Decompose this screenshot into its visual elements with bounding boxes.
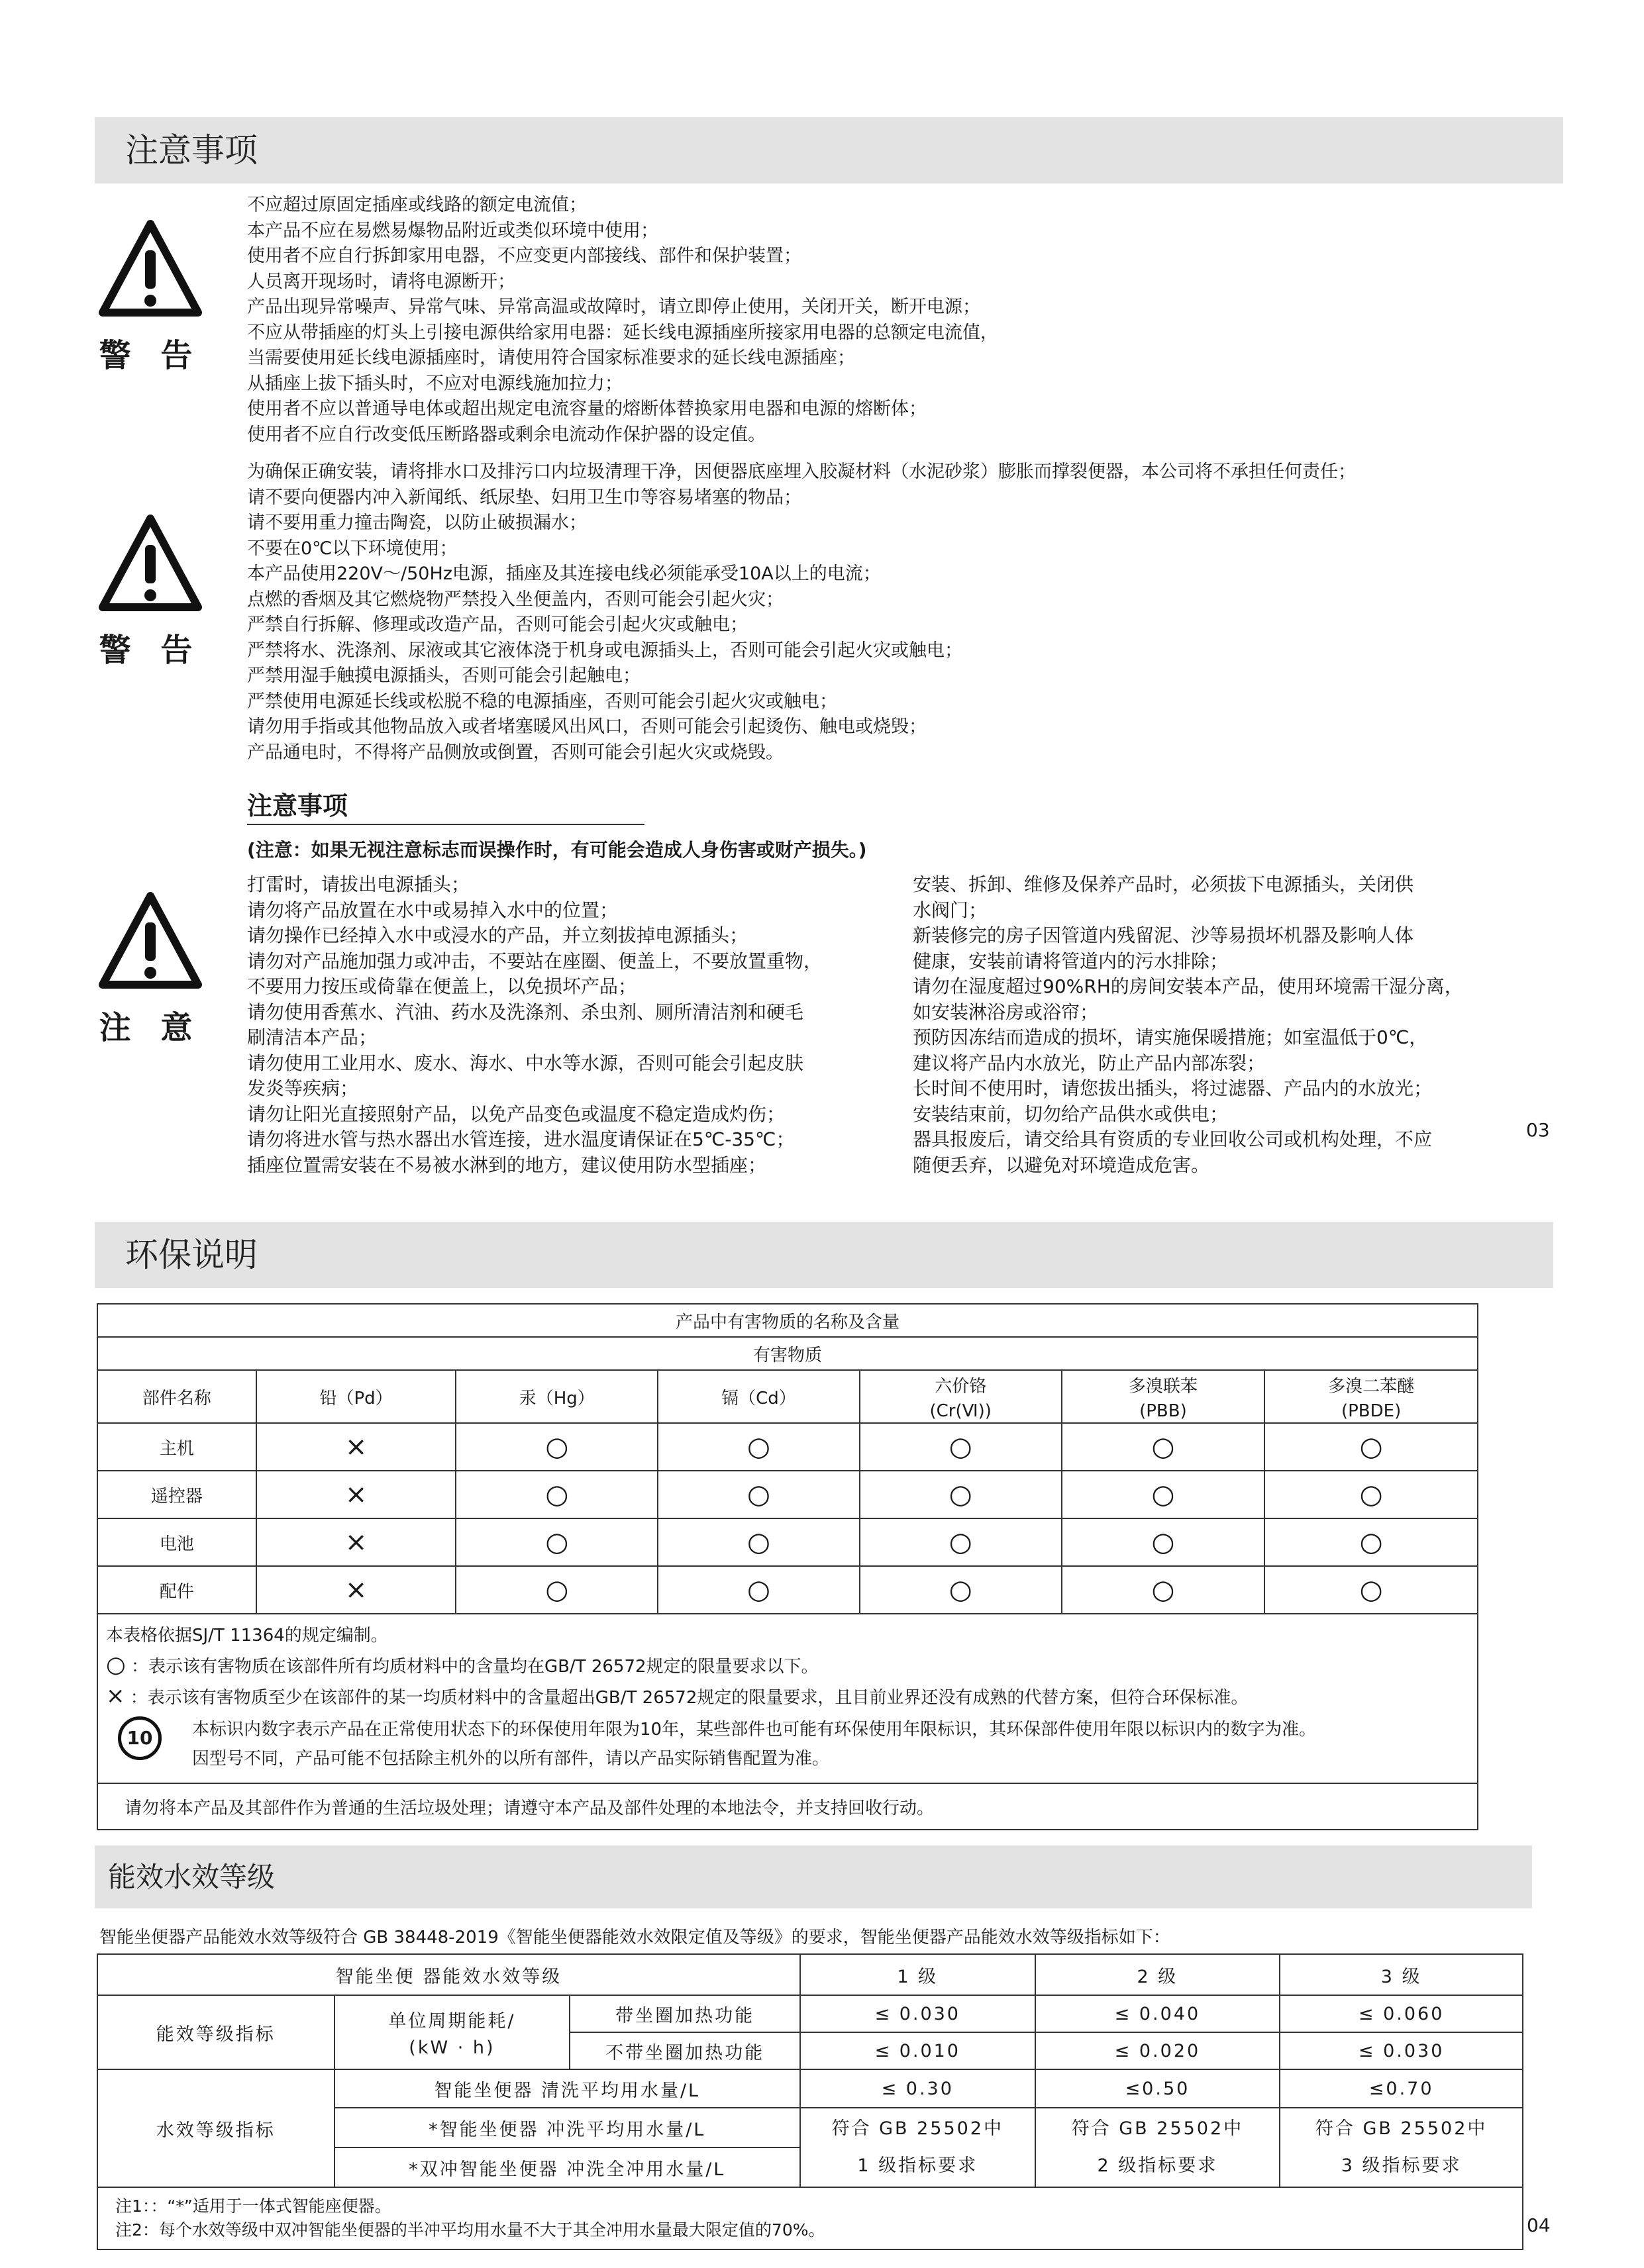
- caution-line: 建议将产品内水放光，防止产品内部冻裂；: [913, 1052, 1266, 1074]
- circle-mark: ○: [860, 1566, 1062, 1614]
- eco-period-badge-icon: [118, 1716, 162, 1760]
- caution-line: 健康，安装前请将管道内的污水排除；: [913, 950, 1229, 972]
- warning-triangle-icon: [97, 219, 203, 318]
- grade-1: 1 级: [800, 1954, 1035, 1995]
- substance-symbol: (PBB): [1139, 1401, 1187, 1421]
- warning-line: 请不要用重力撞击陶瓷，以防止破损漏水；: [247, 513, 587, 533]
- caution-line: 请勿使用香蕉水、汽油、药水及洗涤剂、杀虫剂、厕所清洁剂和硬毛: [247, 1001, 804, 1023]
- substance-name: 多溴联苯: [1128, 1376, 1198, 1397]
- caution-line: 安装、拆卸、维修及保养产品时，必须拔下电源插头，关闭供: [913, 873, 1414, 895]
- warning-line: 不要在0℃以下环境使用；: [247, 538, 458, 559]
- section-bar-efficiency: [95, 1846, 1532, 1908]
- circle-mark: ○: [860, 1423, 1062, 1471]
- caution-line: 刷清洁本产品；: [247, 1026, 378, 1048]
- efficiency-intro: 智能坐便器产品能效水效等级符合 GB 38448-2019《智能坐便器能效水效限定值及等级》的要求，智能坐便器产品能效水效等级指标如下：: [99, 1928, 1170, 1948]
- caution-line: 请勿将进水管与热水器出水管连接，进水温度请保证在5℃-35℃；: [247, 1128, 795, 1150]
- gb-grade-2-line2: 2 级指标要求: [1097, 2155, 1218, 2176]
- hazard-group-header: 有害物质: [97, 1337, 1478, 1370]
- note-circle: ：表示该有害物质在该部件所有均质材料中的含量均在GB/T 26572规定的限量要求以下。: [130, 1657, 819, 1677]
- substance-header: [1264, 1370, 1478, 1423]
- caution-line: 插座位置需安装在不易被水淋到的地方，建议使用防水型插座；: [247, 1154, 767, 1176]
- water-label: 水效等级指标: [97, 2069, 334, 2187]
- caution-line: 发炎等疾病；: [247, 1077, 359, 1099]
- circle-mark: ○: [658, 1423, 860, 1471]
- caution-line: 安装结束前，切勿给产品供水或供电；: [913, 1103, 1229, 1125]
- water-row1-grade-2: ≤0.50: [1035, 2069, 1280, 2108]
- warning-line: 严禁用湿手触摸电源插头，否则可能会引起触电；: [247, 666, 641, 686]
- water-row1-label: 智能坐便器 清洗平均用水量/L: [334, 2069, 800, 2108]
- substance-name: 多溴二苯醚: [1328, 1376, 1415, 1397]
- caution-line: 水阀门；: [913, 899, 988, 921]
- circle-mark: ○: [1264, 1423, 1478, 1471]
- warning-line: 不应超过原固定插座或线路的额定电流值；: [247, 195, 587, 215]
- caution-line: 请勿在湿度超过90%RH的房间安装本产品，使用环境需干湿分离，: [913, 975, 1463, 997]
- circle-mark: ○: [658, 1566, 860, 1614]
- caution-line: 请勿操作已经掉入水中或浸水的产品，并立刻拔掉电源插头；: [247, 924, 748, 946]
- warning-triangle-icon: [97, 513, 203, 613]
- caution-line: 器具报废后，请交给具有资质的专业回收公司或机构处理，不应: [913, 1128, 1433, 1150]
- caution-line: 打雷时，请拔出电源插头；: [247, 873, 470, 895]
- energy-unit-line1: 单位周期能耗/: [388, 2011, 516, 2032]
- warning-label-2: 警 告: [99, 632, 202, 669]
- grade-2: 2 级: [1035, 1954, 1280, 1995]
- hazard-table-title: 产品中有害物质的名称及含量: [97, 1304, 1478, 1337]
- circle-mark: ○: [658, 1471, 860, 1518]
- caution-label: 注 意: [99, 1009, 202, 1046]
- eco-badge-number: 10: [127, 1727, 153, 1749]
- table-row: [97, 1566, 1478, 1614]
- hazard-substance-table: [97, 1303, 1478, 1830]
- circle-mark: ○: [456, 1423, 658, 1471]
- circle-mark: ○: [1264, 1566, 1478, 1614]
- water-row3-label: *双冲智能坐便器 冲洗全冲用水量/L: [334, 2147, 800, 2187]
- warning-line: 不应从带插座的灯头上引接电源供给家用电器：延长线电源插座所接家用电器的总额定电流值，: [247, 322, 998, 343]
- caution-line: 随便丢弃，以避免对环境造成危害。: [913, 1154, 1210, 1176]
- page-number-04: 04: [1527, 2214, 1551, 2236]
- caution-subheading: (注意：如果无视注意标志而误操作时，有可能会造成人身伤害或财产损失。): [247, 839, 867, 861]
- circle-mark: ○: [1062, 1566, 1265, 1614]
- efficiency-table: [97, 1953, 1523, 2250]
- caution-text-left: [247, 872, 822, 1178]
- part-name: 配件: [97, 1566, 256, 1614]
- gb-grade-3-line1: 符合 GB 25502中: [1315, 2118, 1488, 2139]
- warning-label-1: 警 告: [99, 337, 202, 374]
- note-cross: ：表示该有害物质至少在该部件的某一均质材料中的含量超出GB/T 26572规定的限量要求，且目前业界还没有成熟的代替方案，但符合环保标准。: [130, 1688, 1249, 1708]
- with-heat-label: 带坐圈加热功能: [570, 1995, 800, 2032]
- caution-line: 请勿使用工业用水、废水、海水、中水等水源，否则可能会引起皮肤: [247, 1052, 804, 1074]
- cross-mark: ×: [256, 1471, 456, 1518]
- circle-mark: ○: [860, 1471, 1062, 1518]
- warning-line: 使用者不应自行改变低压断路器或剩余电流动作保护器的设定值。: [247, 424, 766, 445]
- section-title-efficiency: 能效水效等级: [108, 1861, 276, 1893]
- gb-grade-3: [1280, 2108, 1523, 2187]
- substance-header: [456, 1370, 658, 1423]
- warning-line: 从插座上拔下插头时，不应对电源线施加拉力；: [247, 373, 623, 394]
- cross-symbol: ×: [106, 1683, 125, 1709]
- note-eco-2: 因型号不同，产品可能不包括除主机外的以所有部件，请以产品实际销售配置为准。: [192, 1749, 830, 1769]
- with-heat-grade-1: ≤ 0.030: [800, 1995, 1035, 2032]
- warning-line: 点燃的香烟及其它燃烧物严禁投入坐便盖内，否则可能会引起火灾；: [247, 589, 784, 610]
- part-name-header: 部件名称: [97, 1370, 256, 1423]
- warning-line: 使用者不应自行拆卸家用电器，不应变更内部接线、部件和保护装置；: [247, 246, 801, 266]
- substance-name: 铅（Pd）: [319, 1388, 393, 1408]
- note-basis: 本表格依据SJ/T 11364的规定编制。: [106, 1626, 388, 1646]
- table-row: [97, 1471, 1478, 1518]
- caution-line: 长时间不使用时，请您拔出插头，将过滤器、产品内的水放光；: [913, 1077, 1433, 1099]
- water-row2-label: *智能坐便器 冲洗平均用水量/L: [334, 2108, 800, 2147]
- substance-name: 汞（Hg）: [519, 1388, 595, 1408]
- page-number-03: 03: [1526, 1119, 1550, 1141]
- water-row1-grade-1: ≤ 0.30: [800, 2069, 1035, 2108]
- circle-mark: ○: [456, 1471, 658, 1518]
- section-title-environment: 环保说明: [125, 1236, 258, 1274]
- circle-mark: ○: [1062, 1423, 1265, 1471]
- no-heat-grade-3: ≤ 0.030: [1280, 2032, 1523, 2069]
- caution-text-right: [913, 872, 1463, 1178]
- circle-mark: ○: [1264, 1518, 1478, 1566]
- energy-unit-line2: (kW · h): [409, 2038, 495, 2058]
- section-bar-precautions: [95, 117, 1563, 183]
- warning-triangle-icon: [97, 891, 203, 990]
- caution-heading: 注意事项: [247, 791, 348, 820]
- cross-mark: ×: [256, 1518, 456, 1566]
- substance-header: [860, 1370, 1062, 1423]
- warning-line: 当需要使用延长线电源插座时，请使用符合国家标准要求的延长线电源插座；: [247, 348, 855, 368]
- warning-line: 使用者不应以普通导电体或超出规定电流容量的熔断体替换家用电器和电源的熔断体；: [247, 399, 927, 419]
- gb-grade-1: [800, 2108, 1035, 2187]
- energy-unit: [334, 1995, 570, 2069]
- with-heat-grade-3: ≤ 0.060: [1280, 1995, 1523, 2032]
- circle-mark: ○: [658, 1518, 860, 1566]
- energy-label: 能效等级指标: [97, 1995, 334, 2069]
- warning-line: 请不要向便器内冲入新闻纸、纸尿垫、妇用卫生巾等容易堵塞的物品；: [247, 487, 801, 508]
- table-row: [97, 1518, 1478, 1566]
- section-bar-environment: [95, 1222, 1553, 1288]
- efficiency-note-1: 注1：：“*”适用于一体式智能座便器。: [115, 2196, 391, 2216]
- warning-line: 产品出现异常噪声、异常气味、异常高温或故障时，请立即停止使用，关闭开关，断开电源；: [247, 297, 980, 317]
- warning-line: 请勿用手指或其他物品放入或者堵塞暖风出风口，否则可能会引起烫伤、触电或烧毁；: [247, 716, 927, 737]
- substance-name: 镉（Cd）: [721, 1388, 796, 1408]
- circle-mark: ○: [1062, 1518, 1265, 1566]
- warning-line: 严禁使用电源延长线或松脱不稳的电源插座，否则可能会引起火灾或触电；: [247, 691, 837, 712]
- substance-header: [658, 1370, 860, 1423]
- caution-heading-underline: [247, 824, 644, 825]
- note-circle-line: [106, 1650, 1469, 1681]
- substance-name: 六价铬: [935, 1376, 987, 1397]
- warning-line: 为确保正确安装，请将排水口及排污口内垃圾清理干净，因便器底座埋入胶凝材料（水泥砂浆）膨胀而撑裂便器，本公司将不承担任何责任；: [247, 462, 1356, 482]
- part-name: 遥控器: [97, 1471, 256, 1518]
- caution-line: 请勿将产品放置在水中或易掉入水中的位置；: [247, 899, 619, 921]
- substance-header: [1062, 1370, 1265, 1423]
- substance-symbol: (Cr(Ⅵ)): [929, 1401, 992, 1421]
- grade-3: 3 级: [1280, 1954, 1523, 1995]
- circle-mark: ○: [456, 1518, 658, 1566]
- warning-sign-1: [94, 219, 207, 375]
- efficiency-header: 智能坐便 器能效水效等级: [97, 1954, 800, 1995]
- warning-line: 本产品使用220V～/50Hz电源，插座及其连接电线必须能承受10A以上的电流；: [247, 564, 881, 584]
- circle-mark: ○: [456, 1566, 658, 1614]
- warning-line: 严禁将水、洗涤剂、尿液或其它液体浇于机身或电源插头上，否则可能会引起火灾或触电；: [247, 640, 962, 661]
- no-heat-grade-2: ≤ 0.020: [1035, 2032, 1280, 2069]
- warning-line: 严禁自行拆解、修理或改造产品，否则可能会引起火灾或触电；: [247, 615, 748, 635]
- caution-line: 如安装淋浴房或浴帘；: [913, 1001, 1099, 1023]
- circle-mark: ○: [860, 1518, 1062, 1566]
- caution-line: 新装修完的房子因管道内残留泥、沙等易损坏机器及影响人体: [913, 924, 1414, 946]
- note-eco-block: [106, 1715, 1469, 1773]
- caution-line: 不要用力按压或倚靠在便盖上，以免损坏产品；: [247, 975, 637, 997]
- warning-line: 本产品不应在易燃易爆物品附近或类似环境中使用；: [247, 220, 658, 241]
- circle-mark: ○: [1264, 1471, 1478, 1518]
- caution-line: 请勿对产品施加强力或冲击，不要站在座圈、便盖上，不要放置重物，: [247, 950, 823, 972]
- circle-mark: ○: [1062, 1471, 1265, 1518]
- circle-symbol: ○: [106, 1652, 126, 1678]
- cross-mark: ×: [256, 1423, 456, 1471]
- with-heat-grade-2: ≤ 0.040: [1035, 1995, 1280, 2032]
- water-row1-grade-3: ≤0.70: [1280, 2069, 1523, 2108]
- caution-line: 预防因冻结而造成的损坏，请实施保暖措施；如室温低于0℃，: [913, 1026, 1428, 1048]
- substance-symbol: (PBDE): [1341, 1401, 1402, 1421]
- table-row: [97, 1423, 1478, 1471]
- section-title-precautions: 注意事项: [125, 131, 258, 170]
- no-heat-grade-1: ≤ 0.010: [800, 2032, 1035, 2069]
- gb-grade-1-line2: 1 级指标要求: [857, 2155, 978, 2176]
- warning-text-1: [247, 193, 998, 448]
- efficiency-note-2: 注2：每个水效等级中双冲智能坐便器的半冲平均用水量不大于其全冲用水量最大限定值的70%。: [115, 2220, 825, 2240]
- gb-grade-2: [1035, 2108, 1280, 2187]
- part-name: 主机: [97, 1423, 256, 1471]
- gb-grade-3-line2: 3 级指标要求: [1341, 2155, 1462, 2176]
- substance-header: [256, 1370, 456, 1423]
- part-name: 电池: [97, 1518, 256, 1566]
- note-cross-line: [106, 1681, 1469, 1712]
- warning-line: 产品通电时，不得将产品侧放或倒置，否则可能会引起火灾或烧毁。: [247, 742, 784, 763]
- caution-sign: [94, 891, 207, 1048]
- cross-mark: ×: [256, 1566, 456, 1614]
- disposal-note: 请勿将本产品及其部件作为普通的生活垃圾处理；请遵守本产品及部件处理的本地法令，并支持回收行动。: [97, 1783, 1478, 1830]
- caution-line: 请勿让阳光直接照射产品，以免产品变色或温度不稳定造成灼伤；: [247, 1103, 786, 1125]
- note-eco-1: 本标识内数字表示产品在正常使用状态下的环保使用年限为10年，某些部件也可能有环保使用年限标识，其环保部件使用年限以标识内的数字为准。: [192, 1720, 1317, 1740]
- warning-sign-2: [94, 513, 207, 670]
- no-heat-label: 不带坐圈加热功能: [570, 2032, 800, 2069]
- gb-grade-2-line1: 符合 GB 25502中: [1071, 2118, 1244, 2139]
- warning-line: 人员离开现场时，请将电源断开；: [247, 271, 515, 292]
- gb-grade-1-line1: 符合 GB 25502中: [831, 2118, 1003, 2139]
- warning-text-2: [247, 460, 1356, 765]
